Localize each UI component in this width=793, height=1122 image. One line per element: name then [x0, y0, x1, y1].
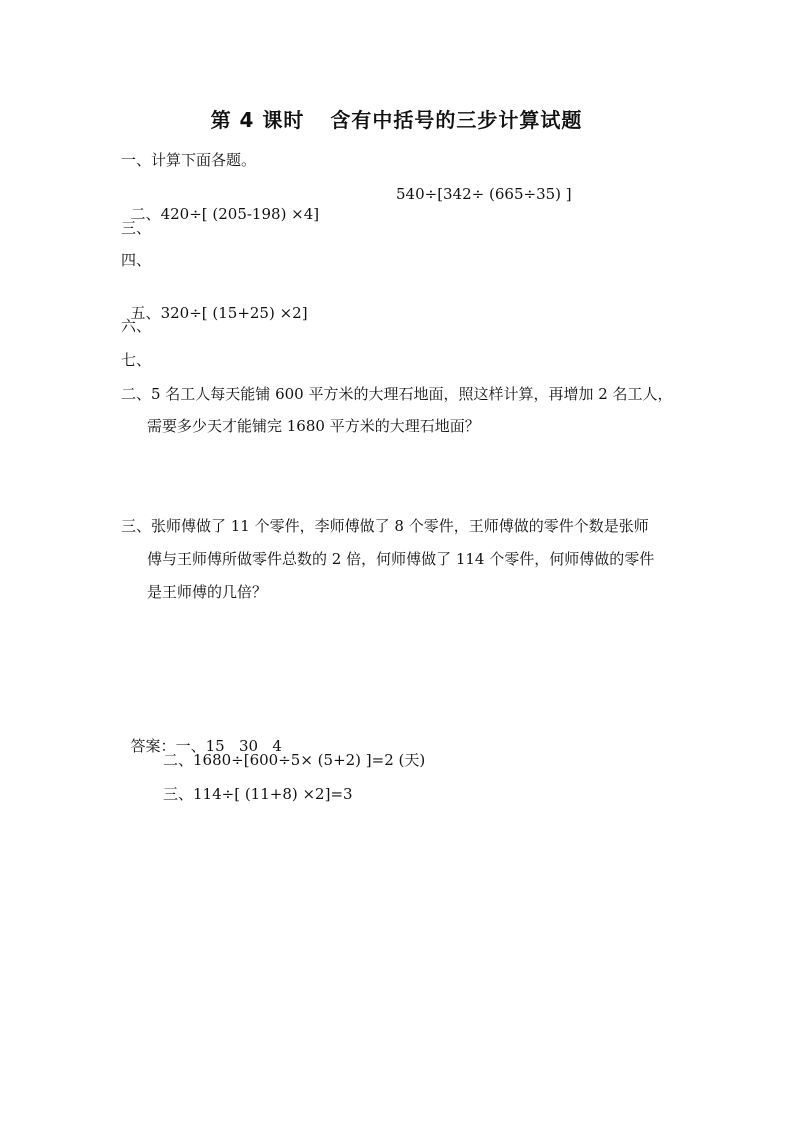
answer-label: 答案：: [130, 737, 176, 755]
word-problem-3-line-2: 傅与王师傅所做零件总数的 2 倍，何师傅做了 114 个零件，何师傅做的零件: [147, 550, 655, 568]
lesson-title: 含有中括号的三步计算试题: [330, 108, 583, 132]
word-problem-3-line-3: 是王师傅的几倍？: [147, 583, 268, 601]
section-heading: 一、计算下面各题。: [121, 151, 257, 169]
word-problem-2-line-1: 二、5 名工人每天能铺 600 平方米的大理石地面，照这样计算，再增加 2 名工人，: [121, 385, 673, 403]
page-title: [0, 104, 793, 133]
answer-1: 一、15 30 4: [175, 737, 282, 755]
answer-3: 三、114÷[ (11+8) ×2]=3: [163, 785, 353, 803]
lesson-number: 第 4 课时: [210, 108, 305, 132]
exercise-line-3: 三、: [121, 219, 152, 237]
exercise-line-7: 七、: [121, 351, 152, 369]
exercise-expression: 320÷[ (15+25) ×2]: [160, 304, 308, 322]
exercise-label: 五、: [130, 304, 161, 322]
exercise-label: 二、: [130, 205, 161, 223]
exercise-expression: 420÷[ (205-198) ×4]: [160, 205, 320, 223]
exercise-line-6: 六、: [121, 317, 152, 335]
word-problem-3-line-1: 三、张师傅做了 11 个零件，李师傅做了 8 个零件，王师傅做的零件个数是张师: [121, 517, 649, 535]
exercise-line-4: 四、: [121, 251, 152, 269]
exercise-expression-right: 540÷[342÷ (665÷35) ]: [396, 185, 572, 203]
word-problem-2-line-2: 需要多少天才能铺完 1680 平方米的大理石地面？: [147, 417, 480, 435]
answer-2: 二、1680÷[600÷5× (5+2) ]=2 (天): [163, 751, 426, 769]
